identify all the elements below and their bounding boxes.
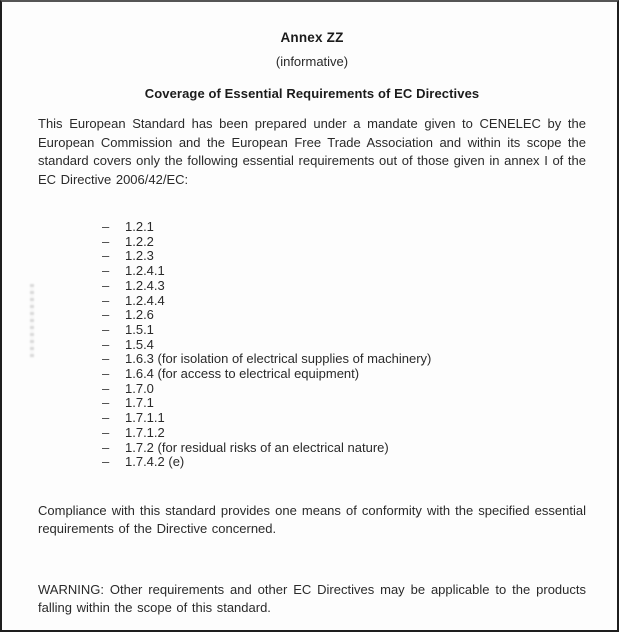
list-item xyxy=(102,249,586,264)
requirements-list xyxy=(38,220,586,470)
list-item xyxy=(102,382,586,397)
dash-marker: – xyxy=(102,321,110,337)
dash-marker: – xyxy=(102,366,110,382)
list-item xyxy=(102,367,586,382)
requirement-text: 1.5.4 xyxy=(125,336,154,352)
dash-marker: – xyxy=(102,219,110,234)
requirement-text: 1.2.2 xyxy=(125,233,154,249)
requirement-text: 1.2.3 xyxy=(125,248,154,264)
requirement-text: 1.7.1.2 xyxy=(125,424,165,440)
requirement-text: 1.7.0 xyxy=(125,380,154,396)
list-item xyxy=(102,455,586,470)
dash-marker: – xyxy=(102,454,110,470)
dash-marker: – xyxy=(102,233,110,249)
list-item xyxy=(102,279,586,294)
annex-title: Annex ZZ xyxy=(280,30,344,45)
list-item xyxy=(102,411,586,426)
dash-marker: – xyxy=(102,277,110,293)
requirement-text: 1.7.1.1 xyxy=(125,410,165,426)
dash-marker: – xyxy=(102,292,110,308)
requirement-text: 1.6.4 (for access to electrical equipment) xyxy=(125,366,360,382)
list-item xyxy=(102,426,586,441)
requirement-text: 1.2.4.1 xyxy=(125,263,165,279)
requirement-text: 1.7.4.2 (e) xyxy=(125,454,185,470)
list-item xyxy=(102,352,586,367)
page-content xyxy=(2,30,617,618)
requirement-text: 1.6.3 (for isolation of electrical supplies of machinery) xyxy=(125,351,432,367)
requirement-text: 1.2.4.3 xyxy=(125,277,165,293)
section-heading: Coverage of Essential Requirements of EC Directives xyxy=(144,86,480,101)
dash-marker: – xyxy=(102,351,110,367)
dash-marker: – xyxy=(102,439,110,455)
list-item xyxy=(102,220,586,235)
requirement-text: 1.2.4.4 xyxy=(125,292,165,308)
annex-subtitle: (informative) xyxy=(275,54,349,69)
list-item xyxy=(102,323,586,338)
warning-paragraph: WARNING: Other requirements and other EC Directives may be applicable to the products falling within the scope of this standard. xyxy=(38,581,586,616)
list-item xyxy=(102,441,586,456)
intro-paragraph: This European Standard has been prepared under a mandate given to CENELEC by the European Commission and the European Free Trade Association and within its scope the standard covers only the following essential requirements out of those given in annex I of the EC Directive 2006/42/EC: xyxy=(38,116,586,187)
list-item xyxy=(102,308,586,323)
list-item xyxy=(102,294,586,309)
dash-marker: – xyxy=(102,248,110,264)
requirement-text: 1.5.1 xyxy=(125,321,154,337)
dash-marker: – xyxy=(102,263,110,279)
dash-marker: – xyxy=(102,336,110,352)
dash-marker: – xyxy=(102,410,110,426)
dash-marker: – xyxy=(102,380,110,396)
dash-marker: – xyxy=(102,395,110,411)
compliance-paragraph: Compliance with this standard provides one means of conformity with the specified essential requirements of the Directive concerned. xyxy=(38,502,586,537)
list-item xyxy=(102,264,586,279)
dash-marker: – xyxy=(102,424,110,440)
list-item xyxy=(102,396,586,411)
requirement-text: 1.7.2 (for residual risks of an electrical nature) xyxy=(125,439,389,455)
requirement-text: 1.2.1 xyxy=(125,219,154,234)
list-item xyxy=(102,235,586,250)
requirement-text: 1.7.1 xyxy=(125,395,154,411)
dash-marker: – xyxy=(102,307,110,323)
requirement-text: 1.2.6 xyxy=(125,307,154,323)
list-item xyxy=(102,338,586,353)
